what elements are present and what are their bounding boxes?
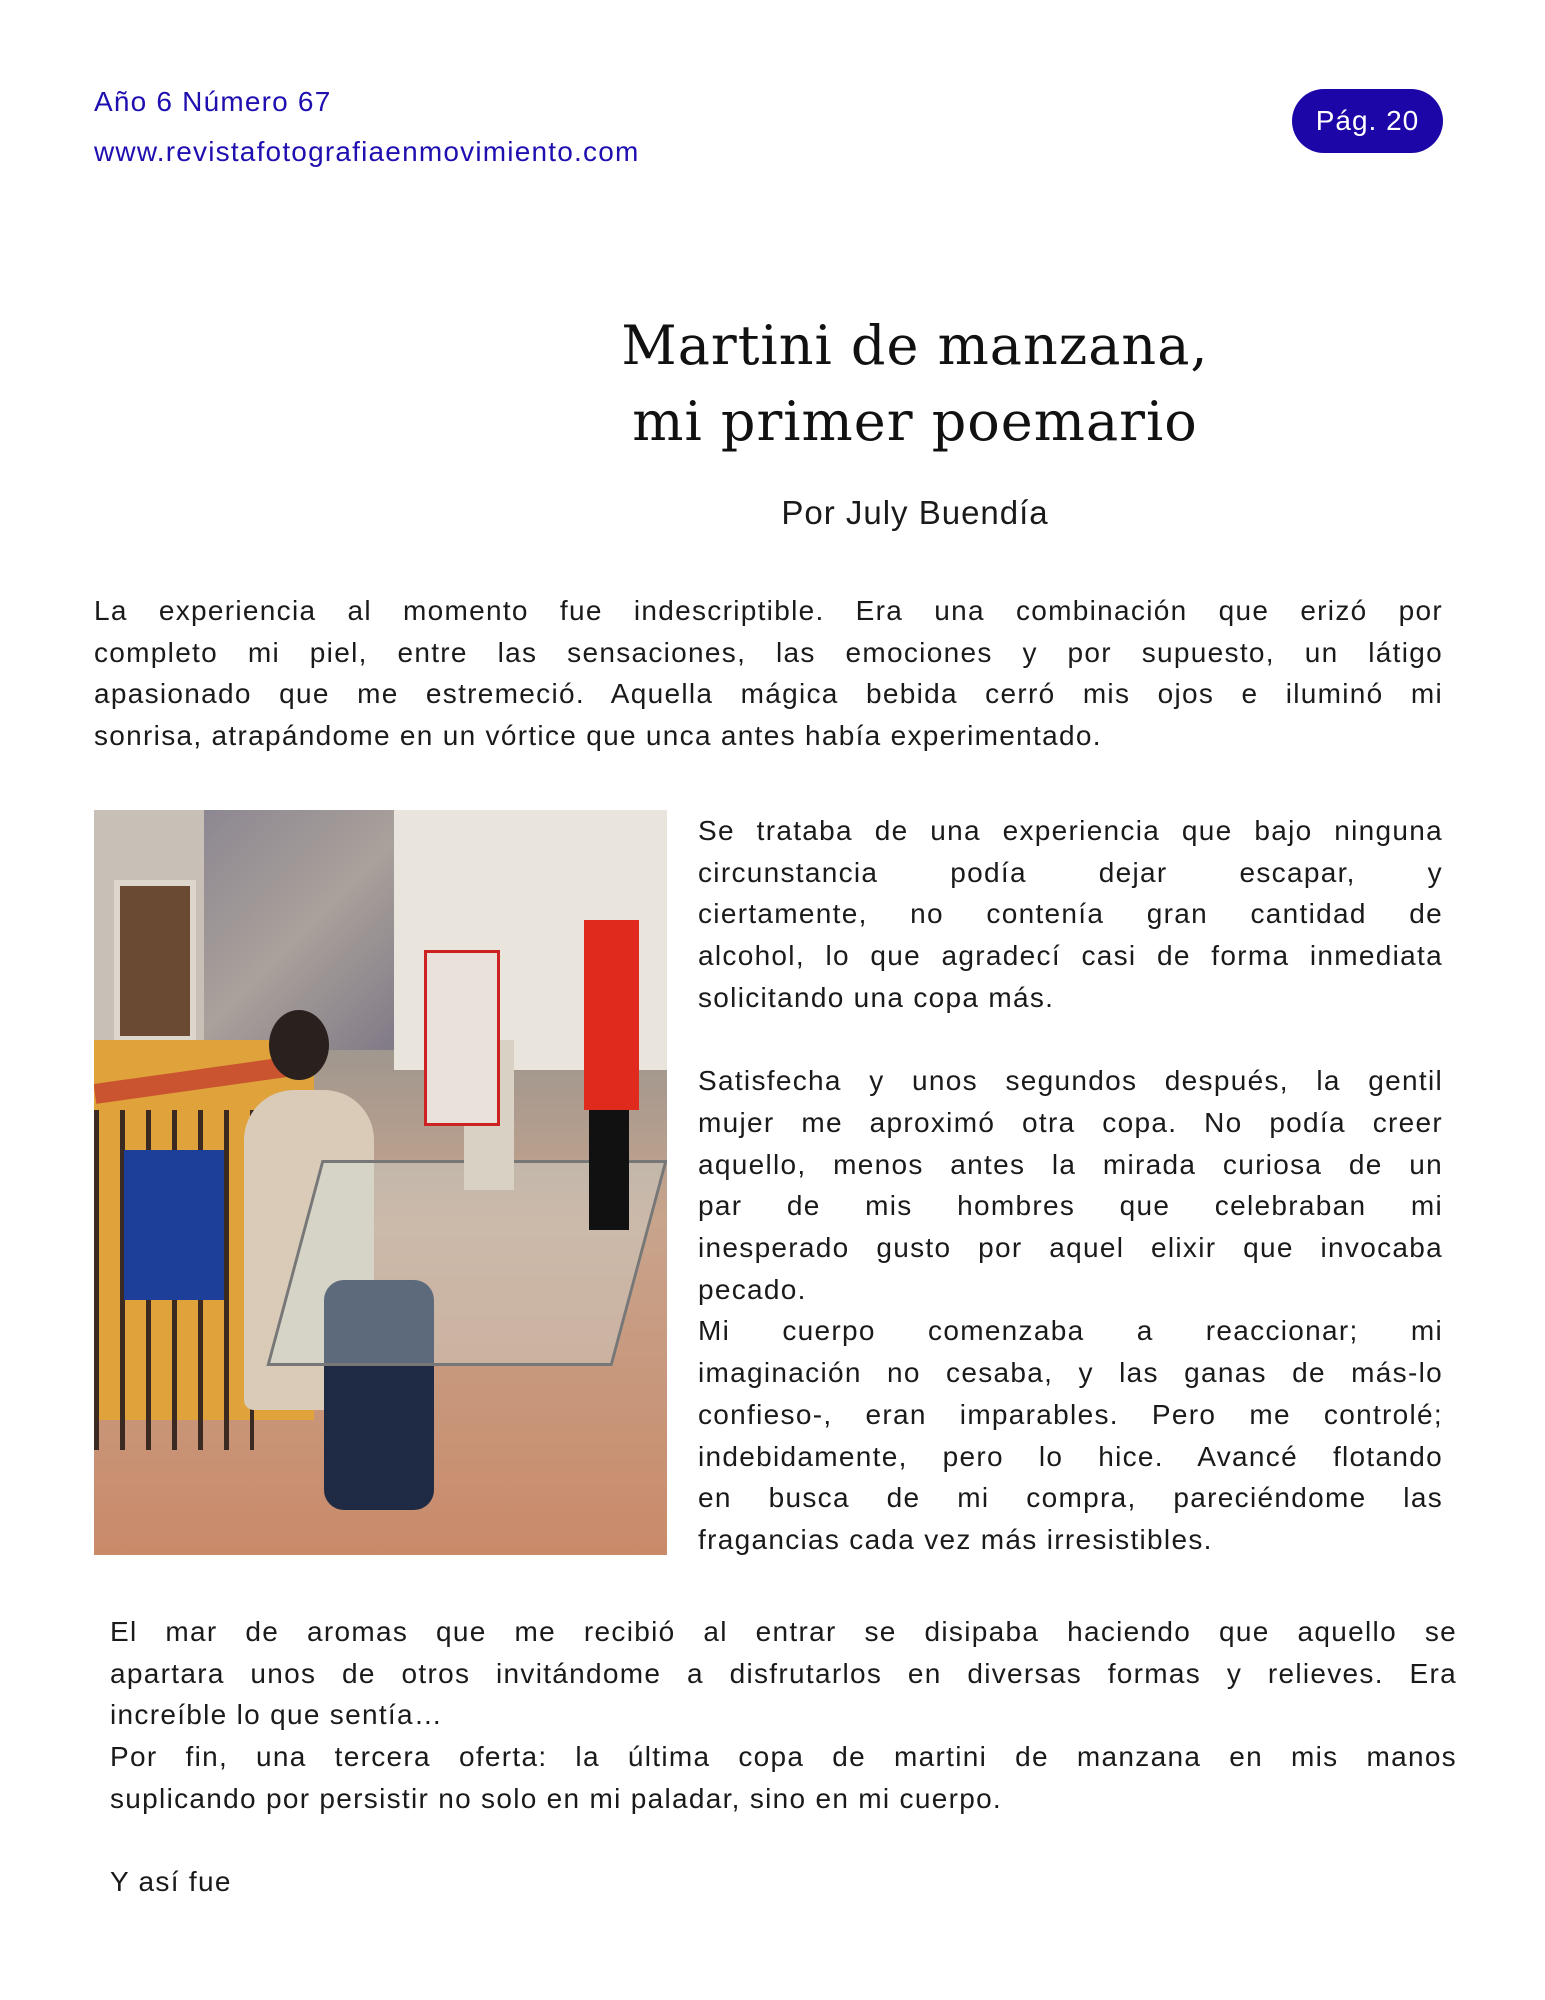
text-line: en busca de mi compra, pareciéndome las	[698, 1482, 1443, 1514]
paragraph-intro	[94, 590, 1443, 757]
text-line: inesperado gusto por aquel elixir que invocaba	[698, 1232, 1443, 1264]
text-line: La experiencia al momento fue indescriptible. Era una combinación que erizó por	[94, 595, 1443, 626]
text-line: Satisfecha y unos segundos después, la gentil	[698, 1065, 1443, 1097]
article-author: Por July Buendía	[781, 494, 1049, 531]
text-line: Por fin, una tercera oferta: la última copa de martini de manzana en mis manos	[110, 1741, 1457, 1773]
paragraph-closing	[110, 1611, 1457, 1903]
website-link[interactable]: www.revistafotografiaenmovimiento.com	[94, 136, 640, 167]
paragraph-gap	[110, 1820, 1457, 1862]
text-line: apartara unos de otros invitándome a disfrutarlos en diversas formas y relieves. Era	[110, 1657, 1457, 1689]
text-line: indebidamente, pero lo hice. Avancé flotando	[698, 1440, 1443, 1472]
page-number-badge: Pág. 20	[1292, 89, 1443, 153]
text-line: ciertamente, no contenía gran cantidad de	[698, 898, 1443, 930]
text-line: Y así fue	[110, 1866, 232, 1898]
text-line: circunstancia podía dejar escapar, y	[698, 856, 1443, 888]
article-title	[560, 308, 1270, 460]
text-line: fragancias cada vez más irresistibles.	[698, 1523, 1213, 1555]
text-line: confieso-, eran imparables. Pero me controlé;	[698, 1398, 1443, 1430]
text-line: par de mis hombres que celebraban mi	[698, 1190, 1443, 1222]
text-line: Mi cuerpo comenzaba a reaccionar; mi	[698, 1315, 1443, 1347]
paragraph-column	[698, 810, 1443, 1561]
text-line: increíble lo que sentía…	[110, 1699, 444, 1731]
issue-number: Año 6 Número 67	[94, 86, 332, 117]
title-line: mi primer poemario	[632, 390, 1198, 453]
text-line: imaginación no cesaba, y las ganas de más-lo	[698, 1357, 1443, 1389]
text-line: Se trataba de una experiencia que bajo ninguna	[698, 815, 1443, 846]
text-line: suplicando por persistir no solo en mi paladar, sino en mi cuerpo.	[110, 1782, 1003, 1814]
text-line: pecado.	[698, 1273, 807, 1305]
text-line: apasionado que me estremeció. Aquella mágica bebida cerró mis ojos e iluminó mi	[94, 678, 1443, 710]
paragraph-gap	[698, 1019, 1443, 1061]
text-line: El mar de aromas que me recibió al entrar se disipaba haciendo que aquello se	[110, 1616, 1457, 1647]
title-line: Martini de manzana,	[621, 314, 1209, 377]
text-line: completo mi piel, entre las sensaciones, las emociones y por supuesto, un látigo	[94, 636, 1443, 668]
text-line: aquello, menos antes la mirada curiosa de un	[698, 1148, 1443, 1180]
text-line: solicitando una copa más.	[698, 981, 1055, 1013]
text-line: alcohol, lo que agradecí casi de forma inmediata	[698, 940, 1443, 972]
text-line: sonrisa, atrapándome en un vórtice que unca antes había experimentado.	[94, 720, 1102, 752]
text-line: mujer me aproximó otra copa. No podía creer	[698, 1106, 1443, 1138]
article-photo	[94, 810, 667, 1555]
